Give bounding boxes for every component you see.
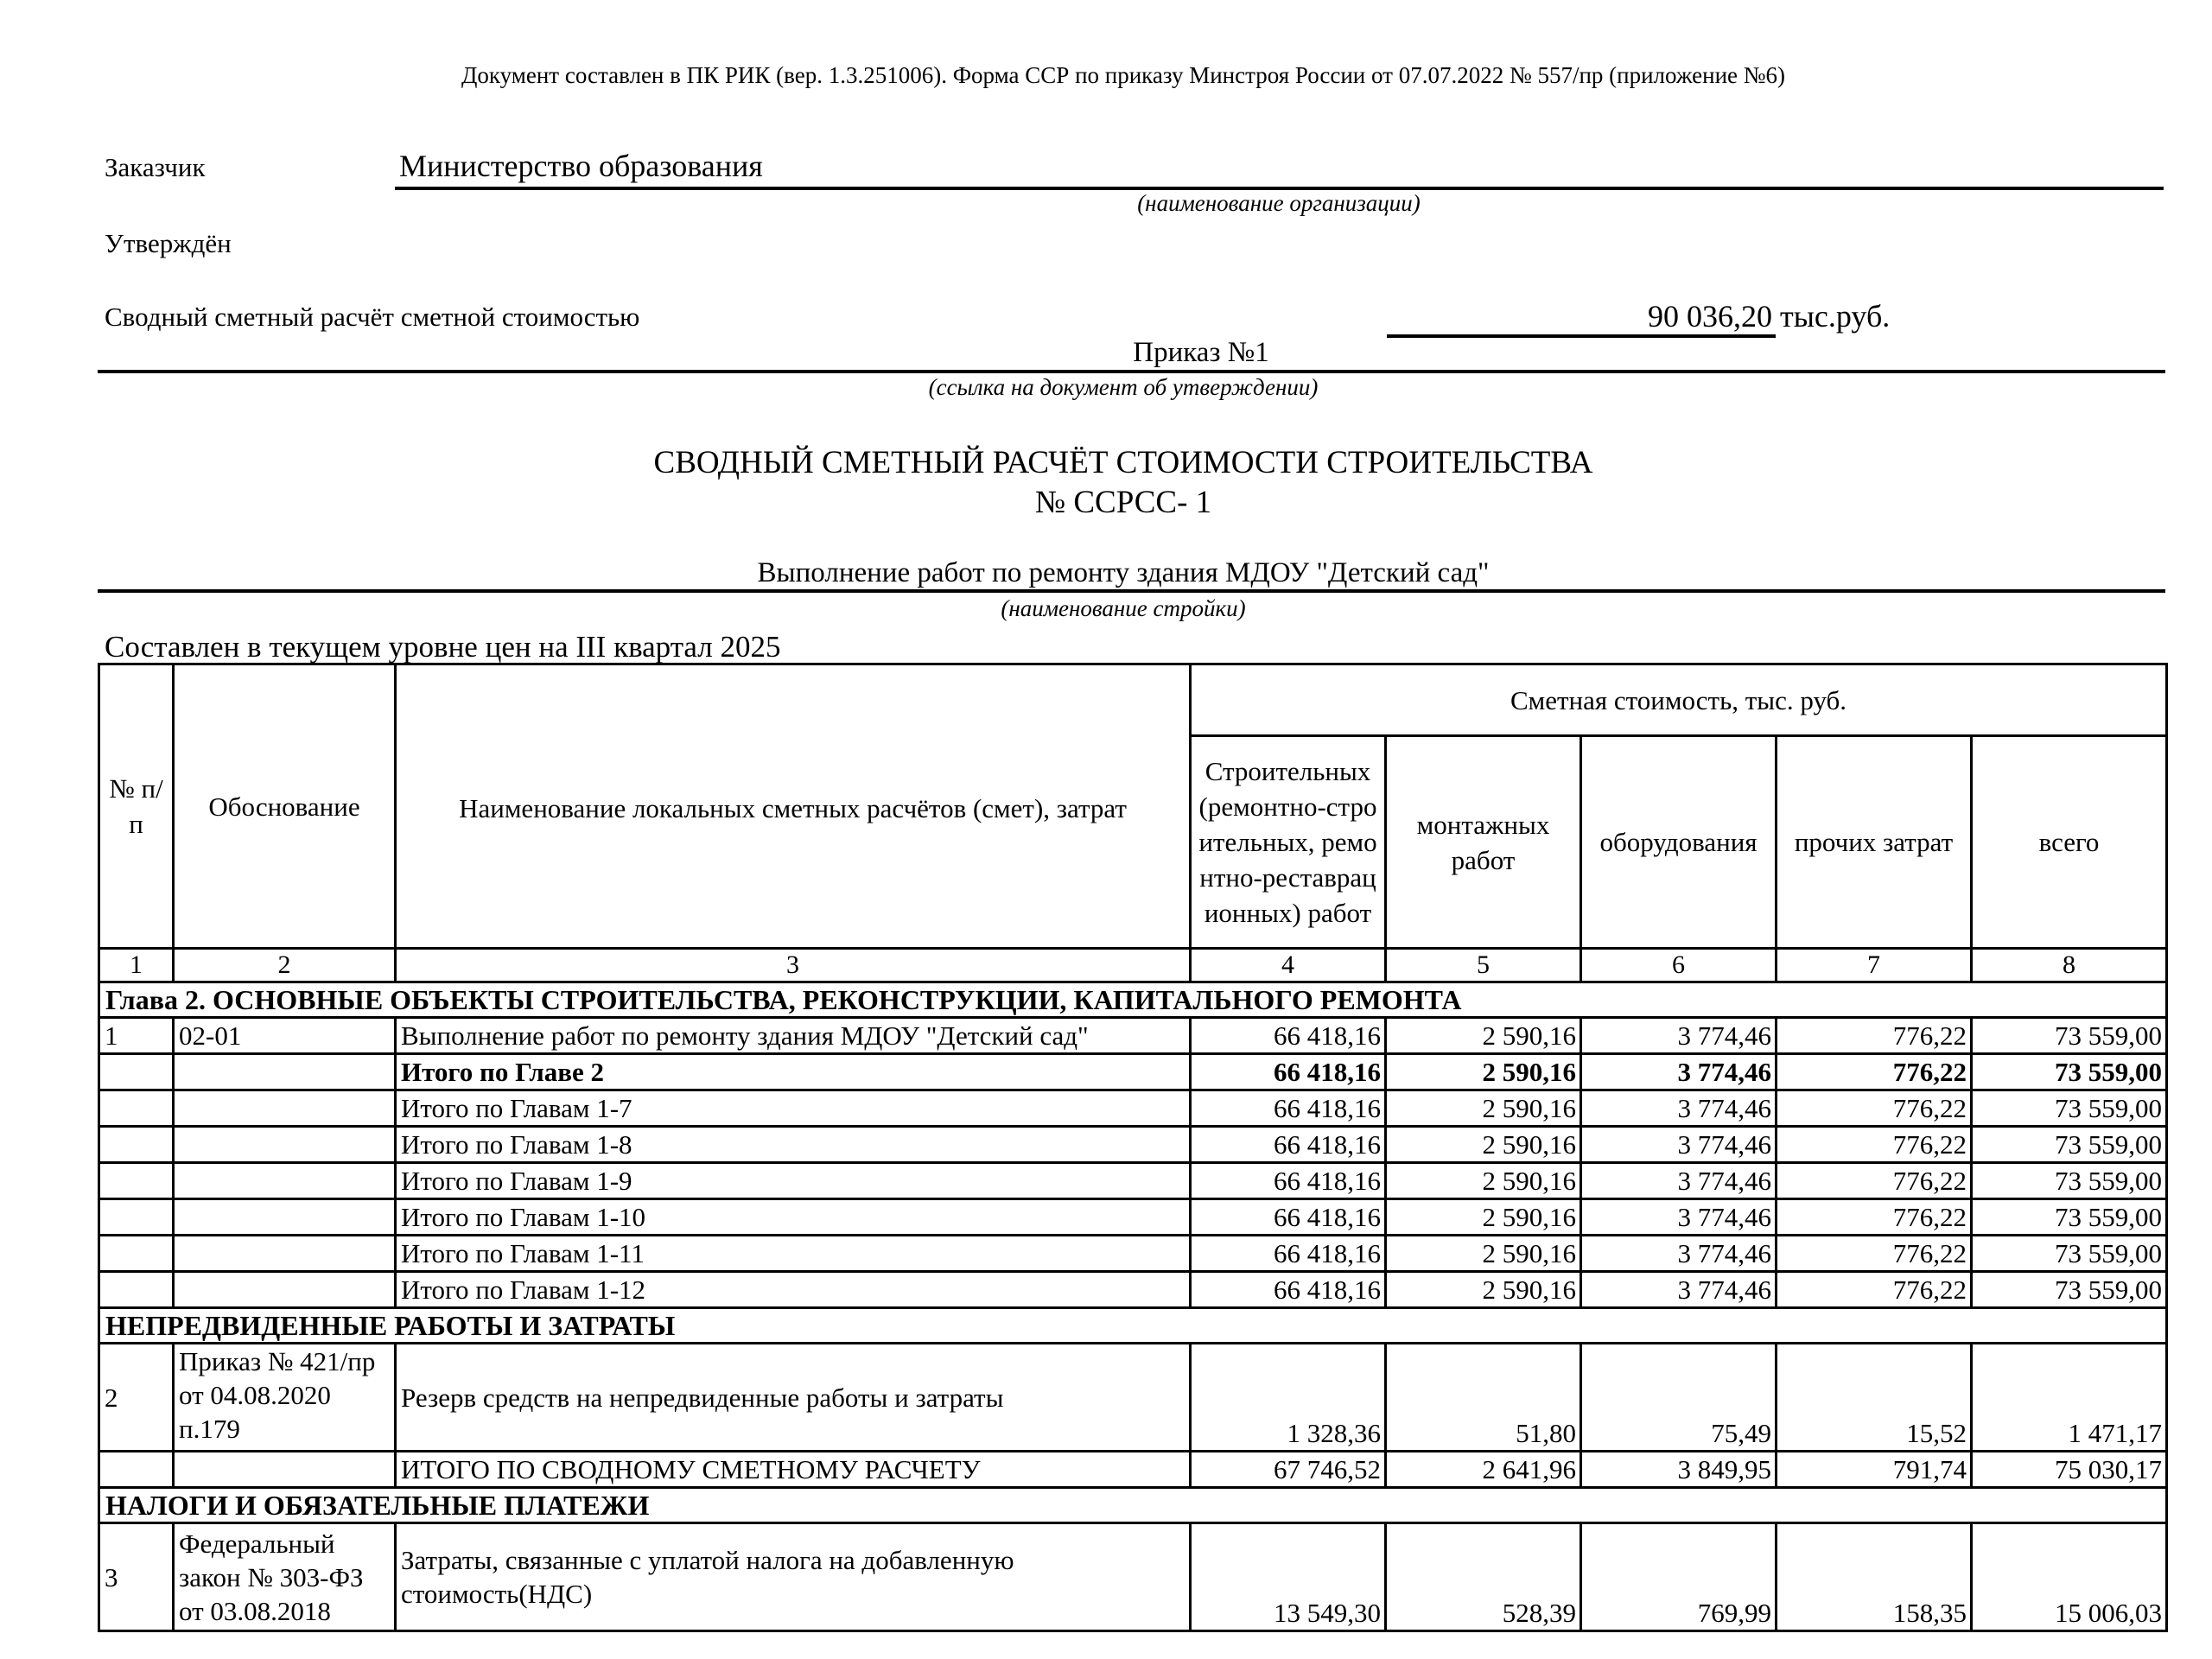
cell-equipment: 3 849,95 [1581, 1452, 1777, 1488]
cell-num: 1 [99, 1018, 174, 1054]
table-row [99, 1523, 2167, 1631]
cell-equipment: 769,99 [1581, 1523, 1777, 1631]
cell-installation: 2 590,16 [1386, 1018, 1581, 1054]
column-number: 1 [99, 949, 174, 982]
cell-construction: 66 418,16 [1191, 1199, 1386, 1236]
document-number: № ССРСС- 1 [1034, 485, 1212, 520]
column-number: 6 [1581, 949, 1777, 982]
header-name: Наименование локальных сметных расчётов (смет), затрат [396, 664, 1191, 949]
cell-name: Итого по Главам 1-7 [396, 1090, 1191, 1127]
cell-total: 73 559,00 [1972, 1127, 2167, 1163]
cell-num [99, 1163, 174, 1199]
cell-other: 791,74 [1777, 1452, 1972, 1488]
column-number: 4 [1191, 949, 1386, 982]
cell-num [99, 1127, 174, 1163]
header-installation: монтажных работ [1386, 736, 1581, 949]
section-chapter2: Глава 2. ОСНОВНЫЕ ОБЪЕКТЫ СТРОИТЕЛЬСТВА, РЕКОНСТРУКЦИИ, КАПИТАЛЬНОГО РЕМОНТА [99, 982, 2167, 1018]
customer-name: Министерство образования [399, 149, 763, 183]
cell-name: ИТОГО ПО СВОДНОМУ СМЕТНОМУ РАСЧЕТУ [396, 1452, 1191, 1488]
cell-equipment: 3 774,46 [1581, 1199, 1777, 1236]
cell-total: 73 559,00 [1972, 1054, 2167, 1090]
approval-order-caption: (ссылка на документ об утверждении) [928, 374, 1319, 400]
construction-site-name: Выполнение работ по ремонту здания МДОУ "Детский сад" [757, 557, 1490, 588]
table-row [99, 1127, 2167, 1163]
cell-name: Итого по Главам 1-10 [396, 1199, 1191, 1236]
cell-construction: 13 549,30 [1191, 1523, 1386, 1631]
cell-basis [174, 1090, 396, 1127]
total-cost-value: 90 036,20 [1648, 299, 1772, 334]
cell-construction: 67 746,52 [1191, 1452, 1386, 1488]
cell-total: 73 559,00 [1972, 1199, 2167, 1236]
table-row [99, 1199, 2167, 1236]
customer-caption: (наименование организации) [1137, 190, 1421, 216]
table-row [99, 1272, 2167, 1308]
cell-construction: 66 418,16 [1191, 1090, 1386, 1127]
cell-other: 15,52 [1777, 1344, 1972, 1452]
construction-site-caption: (наименование стройки) [1001, 595, 1246, 621]
cell-equipment: 3 774,46 [1581, 1163, 1777, 1199]
cell-construction: 66 418,16 [1191, 1236, 1386, 1272]
header-basis: Обоснование [174, 664, 396, 949]
cell-name: Итого по Главам 1-8 [396, 1127, 1191, 1163]
cell-installation: 51,80 [1386, 1344, 1581, 1452]
table-row [99, 1054, 2167, 1090]
cell-other: 158,35 [1777, 1523, 1972, 1631]
column-number: 5 [1386, 949, 1581, 982]
cell-total: 73 559,00 [1972, 1090, 2167, 1127]
cell-basis: 02-01 [174, 1018, 396, 1054]
cell-installation: 2 590,16 [1386, 1127, 1581, 1163]
cell-basis [174, 1054, 396, 1090]
cell-construction: 66 418,16 [1191, 1163, 1386, 1199]
cell-basis [174, 1236, 396, 1272]
cell-installation: 2 590,16 [1386, 1163, 1581, 1199]
cell-other: 776,22 [1777, 1090, 1972, 1127]
cell-installation: 2 590,16 [1386, 1199, 1581, 1236]
cell-name: Выполнение работ по ремонту здания МДОУ "Детский сад" [396, 1018, 1191, 1054]
cell-total: 75 030,17 [1972, 1452, 2167, 1488]
header-other: прочих затрат [1777, 736, 1972, 949]
cell-total: 1 471,17 [1972, 1344, 2167, 1452]
cell-total: 73 559,00 [1972, 1163, 2167, 1199]
cell-basis [174, 1272, 396, 1308]
cell-installation: 528,39 [1386, 1523, 1581, 1631]
cell-equipment: 3 774,46 [1581, 1236, 1777, 1272]
cell-other: 776,22 [1777, 1054, 1972, 1090]
approval-order: Приказ №1 [1133, 337, 1269, 368]
cell-other: 776,22 [1777, 1199, 1972, 1236]
cell-name: Итого по Главам 1-11 [396, 1236, 1191, 1272]
column-number: 3 [396, 949, 1191, 982]
cell-num [99, 1236, 174, 1272]
cell-num [99, 1452, 174, 1488]
cell-installation: 2 590,16 [1386, 1236, 1581, 1272]
estimate-table [98, 663, 2168, 1632]
document-title: СВОДНЫЙ СМЕТНЫЙ РАСЧЁТ СТОИМОСТИ СТРОИТЕЛЬСТВА [653, 445, 1593, 480]
cell-basis [174, 1127, 396, 1163]
approved-label: Утверждён [105, 228, 232, 258]
cell-name: Резерв средств на непредвиденные работы и затраты [396, 1344, 1191, 1452]
section-taxes: НАЛОГИ И ОБЯЗАТЕЛЬНЫЕ ПЛАТЕЖИ [99, 1488, 2167, 1523]
cell-name: Итого по Главам 1-9 [396, 1163, 1191, 1199]
header-num: № п/п [99, 664, 174, 949]
cell-basis [174, 1199, 396, 1236]
header-equipment: оборудования [1581, 736, 1777, 949]
cell-other: 776,22 [1777, 1236, 1972, 1272]
column-number: 8 [1972, 949, 2167, 982]
cell-construction: 66 418,16 [1191, 1127, 1386, 1163]
cell-num [99, 1054, 174, 1090]
cell-equipment: 75,49 [1581, 1344, 1777, 1452]
cell-installation: 2 590,16 [1386, 1054, 1581, 1090]
total-cost-label: Сводный сметный расчёт сметной стоимостью [105, 302, 640, 332]
table-row [99, 1452, 2167, 1488]
cell-name: Затраты, связанные с уплатой налога на добавленную стоимость(НДС) [396, 1523, 1191, 1631]
header-construction: Строительных (ремонтно-строительных, ремонтно-реставрационных) работ [1191, 736, 1386, 949]
cell-num [99, 1199, 174, 1236]
cell-total: 15 006,03 [1972, 1523, 2167, 1631]
cell-total: 73 559,00 [1972, 1236, 2167, 1272]
cell-equipment: 3 774,46 [1581, 1272, 1777, 1308]
construction-site-underline [98, 589, 2165, 593]
table-row [99, 1163, 2167, 1199]
cell-other: 776,22 [1777, 1163, 1972, 1199]
table-row [99, 1236, 2167, 1272]
cell-installation: 2 641,96 [1386, 1452, 1581, 1488]
customer-label: Заказчик [105, 152, 206, 182]
table-row [99, 1090, 2167, 1127]
cell-installation: 2 590,16 [1386, 1090, 1581, 1127]
cell-num: 2 [99, 1344, 174, 1452]
price-level-note: Составлен в текущем уровне цен на III квартал 2025 [105, 630, 781, 664]
cell-total: 73 559,00 [1972, 1018, 2167, 1054]
cell-construction: 66 418,16 [1191, 1018, 1386, 1054]
cell-construction: 66 418,16 [1191, 1054, 1386, 1090]
cell-num: 3 [99, 1523, 174, 1631]
header-cost-group: Сметная стоимость, тыс. руб. [1191, 664, 2167, 736]
table-row [99, 1018, 2167, 1054]
cell-other: 776,22 [1777, 1018, 1972, 1054]
cell-equipment: 3 774,46 [1581, 1127, 1777, 1163]
cell-basis [174, 1452, 396, 1488]
header-total: всего [1972, 736, 2167, 949]
cell-equipment: 3 774,46 [1581, 1090, 1777, 1127]
cell-equipment: 3 774,46 [1581, 1054, 1777, 1090]
total-cost-unit: тыс.руб. [1780, 299, 1891, 334]
cell-num [99, 1272, 174, 1308]
document-header-note: Документ составлен в ПК РИК (вер. 1.3.251006). Форма ССР по приказу Минстроя России от 07.07.2022 № 557/пр (приложение №6) [461, 62, 1786, 88]
approval-order-underline [98, 370, 2165, 373]
cell-other: 776,22 [1777, 1127, 1972, 1163]
cell-name: Итого по Главе 2 [396, 1054, 1191, 1090]
cell-equipment: 3 774,46 [1581, 1018, 1777, 1054]
column-number: 7 [1777, 949, 1972, 982]
cell-basis [174, 1163, 396, 1199]
cell-construction: 1 328,36 [1191, 1344, 1386, 1452]
column-number: 2 [174, 949, 396, 982]
table-row [99, 1344, 2167, 1452]
cell-total: 73 559,00 [1972, 1272, 2167, 1308]
cell-num [99, 1090, 174, 1127]
section-unforeseen: НЕПРЕДВИДЕННЫЕ РАБОТЫ И ЗАТРАТЫ [99, 1308, 2167, 1344]
cell-basis: Приказ № 421/пр от 04.08.2020 п.179 [174, 1344, 396, 1452]
cell-construction: 66 418,16 [1191, 1272, 1386, 1308]
cell-other: 776,22 [1777, 1272, 1972, 1308]
cell-basis: Федеральный закон № 303-ФЗ от 03.08.2018 [174, 1523, 396, 1631]
cell-name: Итого по Главам 1-12 [396, 1272, 1191, 1308]
total-cost-underline [1387, 334, 1776, 338]
cell-installation: 2 590,16 [1386, 1272, 1581, 1308]
